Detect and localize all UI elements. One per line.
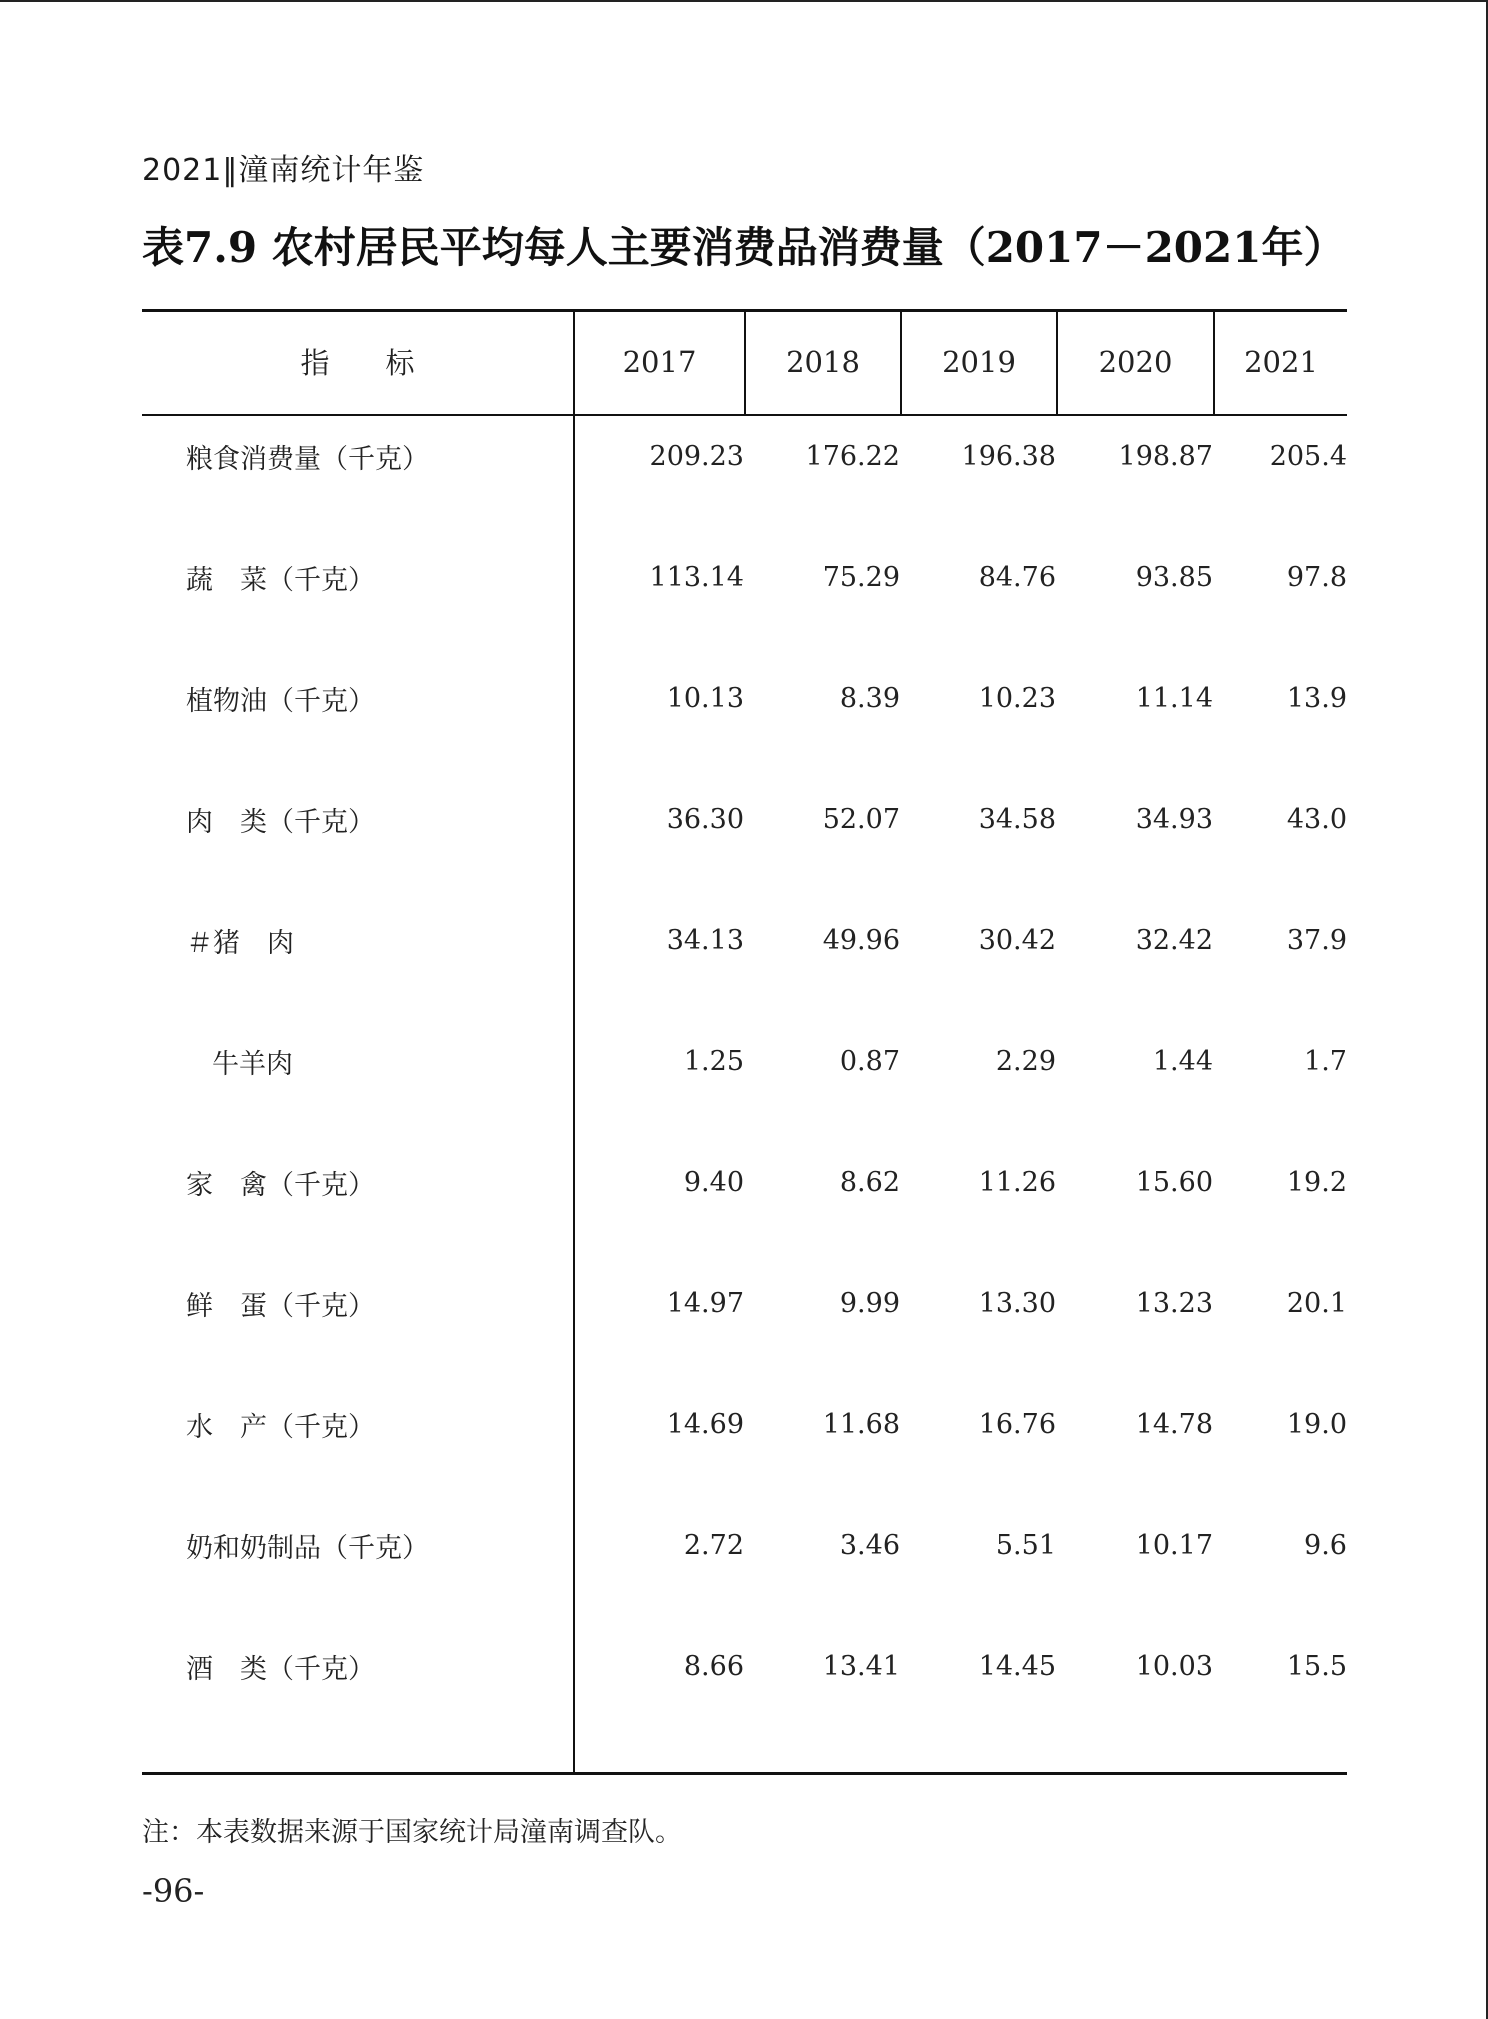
cell-2018: 49.96: [822, 925, 900, 956]
cell-2021: 43.0: [1286, 804, 1347, 835]
cell-2019: 5.51: [995, 1530, 1056, 1561]
table-row: [142, 1122, 1347, 1243]
column-header-2019: 2019: [942, 344, 1016, 379]
row-label: 蔬 菜（千克）: [186, 565, 375, 596]
cell-2017: 34.13: [666, 925, 744, 956]
cell-2021: 20.1: [1286, 1288, 1347, 1319]
cell-2018: 8.62: [839, 1167, 900, 1198]
page-top-border: [0, 0, 1488, 2]
row-label: 植物油（千克）: [186, 686, 375, 717]
row-label: 酒 类（千克）: [186, 1654, 375, 1685]
row-label: 鲜 蛋（千克）: [186, 1291, 375, 1322]
cell-2018: 8.39: [839, 683, 900, 714]
cell-2021: 19.2: [1286, 1167, 1347, 1198]
cell-2017: 14.69: [666, 1409, 744, 1440]
cell-2017: 9.40: [683, 1167, 744, 1198]
cell-2017: 209.23: [649, 441, 744, 472]
cell-2019: 84.76: [978, 562, 1056, 593]
table-row: [142, 880, 1347, 1001]
cell-2018: 0.87: [839, 1046, 900, 1077]
cell-2021: 37.9: [1286, 925, 1347, 956]
cell-2018: 75.29: [822, 562, 900, 593]
cell-2021: 15.5: [1286, 1651, 1347, 1682]
cell-2017: 1.25: [683, 1046, 744, 1077]
cell-2018: 3.46: [839, 1530, 900, 1561]
cell-2017: 36.30: [666, 804, 744, 835]
cell-2018: 176.22: [805, 441, 900, 472]
table-row: [142, 759, 1347, 880]
column-header-2020: 2020: [1098, 344, 1173, 379]
cell-2020: 10.03: [1135, 1651, 1213, 1682]
row-label: 奶和奶制品（千克）: [186, 1533, 429, 1564]
cell-2019: 10.23: [978, 683, 1056, 714]
cell-2019: 14.45: [978, 1651, 1056, 1682]
cell-2020: 14.78: [1135, 1409, 1213, 1440]
row-label: 家 禽（千克）: [186, 1170, 375, 1201]
row-label: ＃猪 肉: [186, 928, 294, 959]
cell-2021: 13.9: [1286, 683, 1347, 714]
column-header-2018: 2018: [786, 344, 860, 379]
page-number: -96-: [142, 1872, 205, 1910]
table-row: [142, 638, 1347, 759]
cell-2021: 9.6: [1304, 1530, 1347, 1561]
cell-2019: 16.76: [978, 1409, 1056, 1440]
cell-2020: 198.87: [1118, 441, 1213, 472]
table-row: [142, 396, 1347, 517]
cell-2020: 93.85: [1135, 562, 1213, 593]
cell-2020: 32.42: [1135, 925, 1213, 956]
cell-2017: 2.72: [683, 1530, 744, 1561]
cell-2019: 11.26: [978, 1167, 1056, 1198]
cell-2019: 13.30: [978, 1288, 1056, 1319]
cell-2020: 34.93: [1135, 804, 1213, 835]
table-bottom-rule: [142, 1772, 1347, 1775]
table-row: [142, 1485, 1347, 1606]
cell-2018: 9.99: [839, 1288, 900, 1319]
row-label: 粮食消费量（千克）: [186, 444, 429, 475]
cell-2018: 13.41: [822, 1651, 900, 1682]
table-row: [142, 517, 1347, 638]
cell-2020: 1.44: [1152, 1046, 1213, 1077]
cell-2018: 52.07: [822, 804, 900, 835]
cell-2019: 2.29: [995, 1046, 1056, 1077]
column-header-indicator-label: 指标: [300, 346, 471, 380]
table-note: 注：本表数据来源于国家统计局潼南调查队。: [142, 1817, 682, 1848]
table-row: [142, 1243, 1347, 1364]
cell-2017: 113.14: [649, 562, 744, 593]
cell-2021: 19.0: [1286, 1409, 1347, 1440]
cell-2019: 196.38: [961, 441, 1056, 472]
cell-2020: 11.14: [1135, 683, 1213, 714]
cell-2021: 97.8: [1286, 562, 1347, 593]
running-head: 2021‖潼南统计年鉴: [142, 153, 425, 188]
cell-2020: 15.60: [1135, 1167, 1213, 1198]
row-label: 牛羊肉: [212, 1049, 293, 1080]
cell-2021: 205.4: [1269, 441, 1347, 472]
row-label: 水 产（千克）: [186, 1412, 375, 1443]
cell-2021: 1.7: [1304, 1046, 1347, 1077]
cell-2017: 14.97: [666, 1288, 744, 1319]
cell-2019: 30.42: [978, 925, 1056, 956]
table-row: [142, 1001, 1347, 1122]
cell-2020: 13.23: [1135, 1288, 1213, 1319]
table-row: [142, 1364, 1347, 1485]
column-header-2021: 2021: [1244, 344, 1318, 379]
page-title: 表7.9 农村居民平均每人主要消费品消费量（2017－2021年）: [142, 223, 1346, 272]
column-header-2017: 2017: [622, 344, 697, 379]
row-label: 肉 类（千克）: [186, 807, 375, 838]
table-row: [142, 1606, 1347, 1727]
cell-2019: 34.58: [978, 804, 1056, 835]
cell-2017: 10.13: [666, 683, 744, 714]
cell-2018: 11.68: [822, 1409, 900, 1440]
cell-2020: 10.17: [1135, 1530, 1213, 1561]
cell-2017: 8.66: [683, 1651, 744, 1682]
